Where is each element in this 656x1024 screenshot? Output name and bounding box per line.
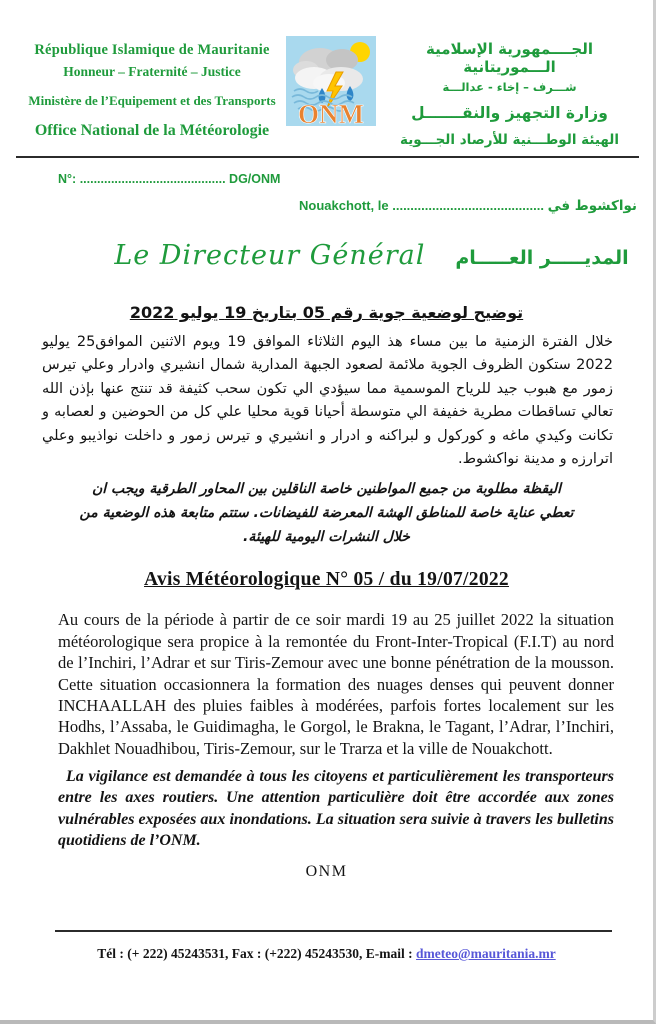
reference-label: N°:: [58, 172, 77, 186]
office-fr: Office National de la Météorologie: [34, 122, 270, 139]
arabic-notice-emphasis: اليقظة مطلوبة من جميع المواطنين خاصة الناقلين بين المحاور الطرقية ويجب ان تعطي عناية خاصة للمناطق الهشة المعرضة للفيضانات. ستتم متابعة هذه الوضعية من خلال النشرات اليومية للهيئة.: [79, 480, 574, 545]
motto-ar: شـــرف – إخاء - عدالـــة: [442, 80, 577, 94]
onm-logo: [286, 36, 376, 126]
reference-number-line: [58, 172, 653, 186]
dateline-dotted-blank: ..........................................: [392, 198, 544, 213]
contact-line: [0, 946, 653, 962]
arabic-notice-body: خلال الفترة الزمنية ما بين مساء هذ اليوم الثلاثاء الموافق 19 ويوم الاثنين الموافق25 يوليو 2022 ستكون الظروف الجوية ملائمة لصعود الجبهة المدارية شمال انشيري وادرار وعلي تيرس زمور مع هبوب جيد للرياح الموسمية مما سيؤدي الي تكون سحب كثيفة قد تنتج عنها بإذن الله تعالي تساقطات مطرية خفيفة الي متوسطة أحيانا قوية محليا علي كل من الحوضين و لعصابه و تكانت وكيدي ماغه و كوركول و لبراكنه و ادرار و انشيري و تيرس زمور و داخلت نواذيبو وعلي اترارزه و مدينة نواكشوط.: [42, 334, 613, 468]
contact-text: Tél : (+ 222) 45243531, Fax : (+222) 45243530, E-mail :: [97, 946, 417, 961]
footer-divider: [55, 930, 612, 932]
letterhead-arabic: [382, 36, 637, 148]
letterhead: [0, 0, 653, 148]
dateline-latin: Nouakchott, le: [299, 198, 389, 213]
republic-name-fr: République Islamique de Mauritanie: [34, 42, 270, 58]
office-ar: الهيئة الوطـــنية للأرصاد الجـــوية: [400, 132, 619, 148]
header-divider: [16, 156, 639, 158]
french-notice-title: Avis Météorologique N° 05 / du 19/07/2022: [144, 569, 509, 591]
signoff-onm: ONM: [305, 862, 348, 880]
french-notice-emphasis: La vigilance est demandée à tous les citoyens et particulièrement les transporteurs entre les axes routiers. Une attention particulière doit être accordée aux zones vulnérables exposées aux inondations. La situation sera suivie à travers les bulletins quotidiens de l’ONM.: [58, 768, 614, 849]
ministry-ar: وزارة التجهيز والنقـــــــل: [411, 104, 608, 122]
director-general-script: Le Directeur Général: [114, 240, 426, 271]
onm-logo-graphic: [286, 36, 376, 126]
reference-dotted-blank: ..........................................: [79, 172, 226, 186]
email-link[interactable]: dmeteo@mauritania.mr: [416, 946, 556, 961]
french-notice-body: Au cours de la période à partir de ce soir mardi 19 au 25 juillet 2022 la situation météorologique sera propice à la remontée du Front-Inter-Tropical (F.I.T) au nord de l’Inchiri, l’Adrar et sur Tiris-Zemour avec une bonne pénétration de la mousson. Cette situation occasionnera la formation des nuages denses qui peuvent donner INCHAALLAH des pluies faibles à modérées, parfois fortes localement sur les Hodhs, l’Assaba, le Guidimagha, le Gorgol, le Brakna, le Tagant, l’Adrar, l’Inchiri, Dakhlet Nouadhibou, Tiris-Zemour, sur le Trarza et la ville de Nouakchott.: [58, 610, 614, 758]
ministry-fr: Ministère de l’Equipement et des Transports: [28, 93, 276, 108]
signature-row: [0, 240, 653, 271]
reference-suffix: DG/ONM: [229, 172, 281, 186]
motto-fr: Honneur – Fraternité – Justice: [63, 64, 241, 79]
dateline-arabic: نواكشوط في: [547, 198, 637, 214]
arabic-notice-title: توضيح لوضعية جوية رقم 05 بتاريخ 19 يوليو 2022: [129, 303, 524, 322]
onm-logo-text: ONM: [298, 99, 364, 126]
dateline: [0, 198, 637, 214]
director-general-arabic: المديـــــر العـــــام: [455, 247, 629, 269]
page-footer: [0, 930, 653, 962]
letterhead-french: [24, 36, 280, 140]
republic-name-ar: الجــــمهورية الإسلامية الـــموريتانية: [426, 40, 593, 76]
